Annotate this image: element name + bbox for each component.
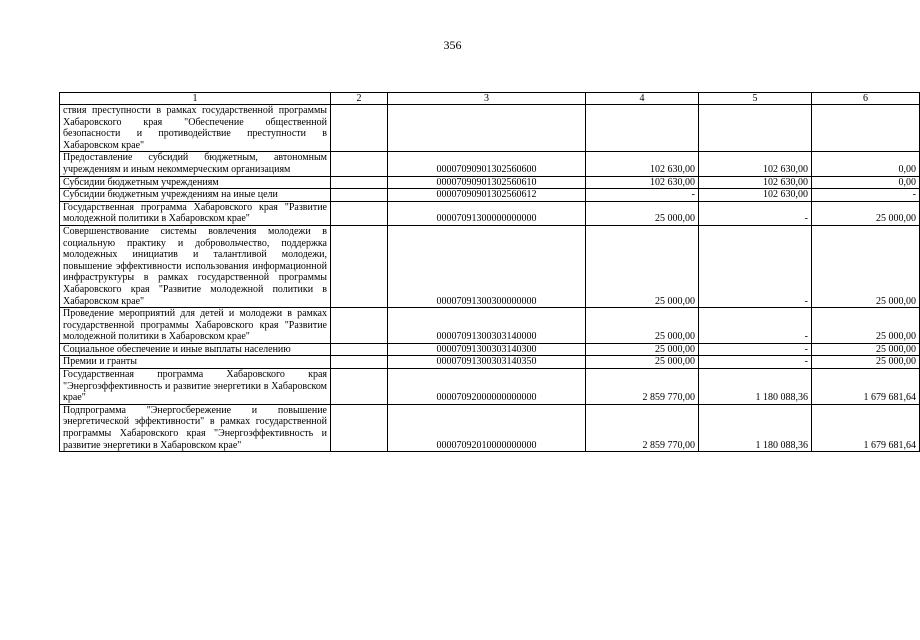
cell-value-4: 25 000,00 [586, 308, 699, 344]
cell-value-4: 102 630,00 [586, 176, 699, 189]
cell-code: 00007091300300000000 [388, 225, 586, 307]
cell-value-5: - [699, 356, 812, 369]
cell-value-6 [812, 105, 920, 152]
cell-col2 [331, 201, 388, 225]
table-row [60, 308, 920, 344]
cell-code: 00007092000000000000 [388, 369, 586, 405]
cell-col2 [331, 343, 388, 356]
cell-name: ствия преступности в рамках государственной программы Хабаровского края "Обеспечение общественной безопасности и противодействие преступности в Хабаровском крае" [60, 105, 331, 152]
cell-name: Субсидии бюджетным учреждениям на иные цели [60, 189, 331, 202]
cell-value-6: 25 000,00 [812, 356, 920, 369]
table-row [60, 152, 920, 176]
table-row [60, 356, 920, 369]
cell-code: 00007090901302560612 [388, 189, 586, 202]
cell-value-6: 0,00 [812, 152, 920, 176]
cell-code: 00007090901302560610 [388, 176, 586, 189]
cell-code: 00007091300303140350 [388, 356, 586, 369]
header-col-5: 5 [699, 93, 812, 105]
cell-value-6: 1 679 681,64 [812, 369, 920, 405]
cell-value-4 [586, 105, 699, 152]
cell-name: Подпрограмма "Энергосбережение и повышение энергетической эффективности" в рамках государственной программы Хабаровского края "Энергоэффективность и развитие энергетики в Хабаровском крае" [60, 404, 331, 451]
cell-value-5: - [699, 225, 812, 307]
cell-value-4: 2 859 770,00 [586, 369, 699, 405]
cell-col2 [331, 152, 388, 176]
cell-value-5: 102 630,00 [699, 176, 812, 189]
cell-value-4: 2 859 770,00 [586, 404, 699, 451]
cell-value-6: 25 000,00 [812, 201, 920, 225]
cell-value-6: 25 000,00 [812, 308, 920, 344]
cell-col2 [331, 176, 388, 189]
cell-name: Совершенствование системы вовлечения молодежи в социальную практику и добровольчество, поддержка молодежных инициатив и талантливой молодежи, повышение эффективности использования информационной инфраструктуры в рамках государственной программы Хабаровского края "Развитие молодежной политики в Хабаровском крае" [60, 225, 331, 307]
cell-col2 [331, 189, 388, 202]
table-row [60, 201, 920, 225]
cell-col2 [331, 404, 388, 451]
header-col-3: 3 [388, 93, 586, 105]
cell-col2 [331, 308, 388, 344]
cell-name: Государственная программа Хабаровского края "Энергоэффективность и развитие энергетики в Хабаровском крае" [60, 369, 331, 405]
table-row [60, 225, 920, 307]
cell-value-4: 25 000,00 [586, 225, 699, 307]
cell-value-5 [699, 105, 812, 152]
cell-value-4: 102 630,00 [586, 152, 699, 176]
cell-value-5: 1 180 088,36 [699, 404, 812, 451]
cell-name: Предоставление субсидий бюджетным, автономным учреждениям и иным некоммерческим организациям [60, 152, 331, 176]
cell-code: 00007092010000000000 [388, 404, 586, 451]
cell-value-6: - [812, 189, 920, 202]
table-row [60, 105, 920, 152]
cell-code: 00007091300303140000 [388, 308, 586, 344]
table-row [60, 369, 920, 405]
cell-name: Премии и гранты [60, 356, 331, 369]
cell-code: 00007090901302560600 [388, 152, 586, 176]
cell-value-4: 25 000,00 [586, 343, 699, 356]
cell-value-4: 25 000,00 [586, 356, 699, 369]
cell-value-6: 1 679 681,64 [812, 404, 920, 451]
cell-col2 [331, 356, 388, 369]
cell-value-6: 25 000,00 [812, 225, 920, 307]
cell-value-5: - [699, 343, 812, 356]
header-col-1: 1 [60, 93, 331, 105]
cell-value-5: - [699, 308, 812, 344]
page-number: 356 [443, 38, 462, 52]
table-row [60, 343, 920, 356]
cell-col2 [331, 225, 388, 307]
cell-code: 00007091300000000000 [388, 201, 586, 225]
cell-value-4: - [586, 189, 699, 202]
cell-value-5: 102 630,00 [699, 152, 812, 176]
table-row [60, 404, 920, 451]
cell-name: Проведение мероприятий для детей и молодежи в рамках государственной программы Хабаровского края "Развитие молодежной политики в Хабаровском крае" [60, 308, 331, 344]
cell-col2 [331, 105, 388, 152]
cell-col2 [331, 369, 388, 405]
header-col-6: 6 [812, 93, 920, 105]
table-row [60, 176, 920, 189]
cell-value-5: - [699, 201, 812, 225]
cell-name: Государственная программа Хабаровского края "Развитие молодежной политики в Хабаровском крае" [60, 201, 331, 225]
header-col-4: 4 [586, 93, 699, 105]
table-row [60, 189, 920, 202]
cell-code: 00007091300303140300 [388, 343, 586, 356]
cell-value-4: 25 000,00 [586, 201, 699, 225]
cell-value-5: 1 180 088,36 [699, 369, 812, 405]
cell-code [388, 105, 586, 152]
header-col-2: 2 [331, 93, 388, 105]
budget-table [59, 92, 920, 452]
cell-value-6: 0,00 [812, 176, 920, 189]
cell-value-5: 102 630,00 [699, 189, 812, 202]
cell-value-6: 25 000,00 [812, 343, 920, 356]
cell-name: Социальное обеспечение и иные выплаты населению [60, 343, 331, 356]
cell-name: Субсидии бюджетным учреждениям [60, 176, 331, 189]
table-header-row [60, 93, 920, 105]
